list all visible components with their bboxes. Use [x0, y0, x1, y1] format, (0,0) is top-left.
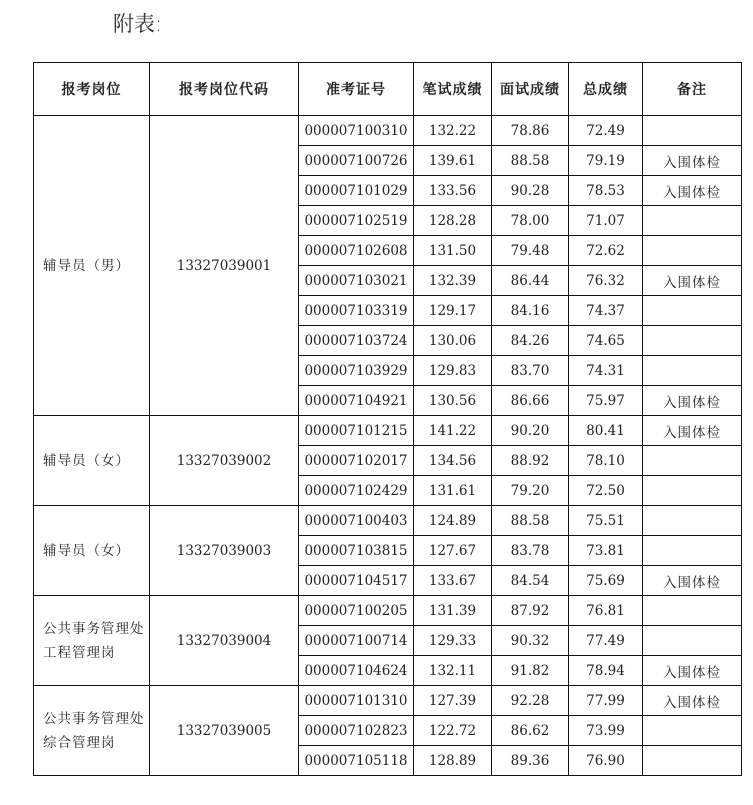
interview-score-cell: 90.20: [492, 416, 569, 446]
table-row: [34, 686, 742, 716]
remarks-cell: [643, 206, 742, 236]
interview-score-cell: 90.28: [492, 176, 569, 206]
total-score-cell: 73.99: [569, 716, 643, 746]
total-score-cell: 73.81: [569, 536, 643, 566]
written-score-cell: 131.50: [414, 236, 492, 266]
written-score-cell: 127.67: [414, 536, 492, 566]
total-score-cell: 75.51: [569, 506, 643, 536]
remarks-cell: 入围体检: [643, 266, 742, 296]
position-cell: 辅导员（女）: [34, 416, 150, 506]
remarks-cell: 入围体检: [643, 416, 742, 446]
total-score-cell: 71.07: [569, 206, 643, 236]
header-remarks: 备注: [643, 63, 742, 116]
position-code-cell: 13327039003: [150, 506, 299, 596]
interview-score-cell: 90.32: [492, 626, 569, 656]
ticket-number-cell: 000007102608: [299, 236, 414, 266]
total-score-cell: 75.97: [569, 386, 643, 416]
interview-score-cell: 86.62: [492, 716, 569, 746]
written-score-cell: 133.56: [414, 176, 492, 206]
written-score-cell: 132.22: [414, 116, 492, 146]
ticket-number-cell: 000007101310: [299, 686, 414, 716]
written-score-cell: 132.39: [414, 266, 492, 296]
remarks-cell: 入围体检: [643, 566, 742, 596]
total-score-cell: 74.65: [569, 326, 643, 356]
position-code-cell: 13327039002: [150, 416, 299, 506]
interview-score-cell: 92.28: [492, 686, 569, 716]
total-score-cell: 77.99: [569, 686, 643, 716]
written-score-cell: 131.39: [414, 596, 492, 626]
ticket-number-cell: 000007102429: [299, 476, 414, 506]
table-row: [34, 416, 742, 446]
ticket-number-cell: 000007102519: [299, 206, 414, 236]
total-score-cell: 79.19: [569, 146, 643, 176]
header-position-code: 报考岗位代码: [150, 63, 299, 116]
written-score-cell: 130.56: [414, 386, 492, 416]
ticket-number-cell: 000007102017: [299, 446, 414, 476]
interview-score-cell: 88.58: [492, 506, 569, 536]
total-score-cell: 74.37: [569, 296, 643, 326]
position-cell: 公共事务管理处工程管理岗: [34, 596, 150, 686]
interview-score-cell: 86.66: [492, 386, 569, 416]
written-score-cell: 134.56: [414, 446, 492, 476]
position-code-cell: 13327039001: [150, 116, 299, 416]
total-score-cell: 72.50: [569, 476, 643, 506]
position-cell: 辅导员（男）: [34, 116, 150, 416]
position-code-cell: 13327039005: [150, 686, 299, 776]
total-score-cell: 76.90: [569, 746, 643, 776]
ticket-number-cell: 000007100205: [299, 596, 414, 626]
interview-score-cell: 78.00: [492, 206, 569, 236]
ticket-number-cell: 000007103319: [299, 296, 414, 326]
remarks-cell: [643, 596, 742, 626]
remarks-cell: [643, 356, 742, 386]
ticket-number-cell: 000007104517: [299, 566, 414, 596]
written-score-cell: 132.11: [414, 656, 492, 686]
total-score-cell: 76.32: [569, 266, 643, 296]
total-score-cell: 77.49: [569, 626, 643, 656]
header-position: 报考岗位: [34, 63, 150, 116]
interview-score-cell: 78.86: [492, 116, 569, 146]
ticket-number-cell: 000007100403: [299, 506, 414, 536]
header-total-score: 总成绩: [569, 63, 643, 116]
ticket-number-cell: 000007100310: [299, 116, 414, 146]
interview-score-cell: 88.92: [492, 446, 569, 476]
table-row: [34, 506, 742, 536]
written-score-cell: 128.89: [414, 746, 492, 776]
written-score-cell: 127.39: [414, 686, 492, 716]
interview-score-cell: 89.36: [492, 746, 569, 776]
interview-score-cell: 91.82: [492, 656, 569, 686]
total-score-cell: 75.69: [569, 566, 643, 596]
ticket-number-cell: 000007103929: [299, 356, 414, 386]
written-score-cell: 129.17: [414, 296, 492, 326]
remarks-cell: [643, 326, 742, 356]
remarks-cell: [643, 446, 742, 476]
table-row: [34, 596, 742, 626]
position-cell: 辅导员（女）: [34, 506, 150, 596]
remarks-cell: 入围体检: [643, 146, 742, 176]
remarks-cell: [643, 506, 742, 536]
ticket-number-cell: 000007104921: [299, 386, 414, 416]
ticket-number-cell: 000007104624: [299, 656, 414, 686]
interview-score-cell: 84.54: [492, 566, 569, 596]
header-row: [34, 63, 742, 116]
written-score-cell: 139.61: [414, 146, 492, 176]
written-score-cell: 124.89: [414, 506, 492, 536]
written-score-cell: 133.67: [414, 566, 492, 596]
document-title: 附表:: [113, 12, 163, 36]
total-score-cell: 74.31: [569, 356, 643, 386]
written-score-cell: 131.61: [414, 476, 492, 506]
remarks-cell: 入围体检: [643, 386, 742, 416]
remarks-cell: [643, 716, 742, 746]
interview-score-cell: 83.78: [492, 536, 569, 566]
header-ticket-number: 准考证号: [299, 63, 414, 116]
interview-score-cell: 88.58: [492, 146, 569, 176]
total-score-cell: 78.10: [569, 446, 643, 476]
total-score-cell: 78.53: [569, 176, 643, 206]
total-score-cell: 78.94: [569, 656, 643, 686]
written-score-cell: 141.22: [414, 416, 492, 446]
total-score-cell: 76.81: [569, 596, 643, 626]
position-code-cell: 13327039004: [150, 596, 299, 686]
remarks-cell: [643, 536, 742, 566]
interview-score-cell: 84.16: [492, 296, 569, 326]
remarks-cell: [643, 236, 742, 266]
total-score-cell: 72.49: [569, 116, 643, 146]
interview-score-cell: 83.70: [492, 356, 569, 386]
total-score-cell: 72.62: [569, 236, 643, 266]
results-table: [33, 62, 742, 776]
remarks-cell: [643, 626, 742, 656]
remarks-cell: [643, 116, 742, 146]
ticket-number-cell: 000007100714: [299, 626, 414, 656]
total-score-cell: 80.41: [569, 416, 643, 446]
ticket-number-cell: 000007101215: [299, 416, 414, 446]
written-score-cell: 130.06: [414, 326, 492, 356]
ticket-number-cell: 000007101029: [299, 176, 414, 206]
interview-score-cell: 84.26: [492, 326, 569, 356]
ticket-number-cell: 000007103724: [299, 326, 414, 356]
ticket-number-cell: 000007100726: [299, 146, 414, 176]
ticket-number-cell: 000007102823: [299, 716, 414, 746]
ticket-number-cell: 000007105118: [299, 746, 414, 776]
interview-score-cell: 79.48: [492, 236, 569, 266]
ticket-number-cell: 000007103021: [299, 266, 414, 296]
interview-score-cell: 86.44: [492, 266, 569, 296]
written-score-cell: 129.83: [414, 356, 492, 386]
interview-score-cell: 87.92: [492, 596, 569, 626]
position-cell: 公共事务管理处综合管理岗: [34, 686, 150, 776]
written-score-cell: 128.28: [414, 206, 492, 236]
ticket-number-cell: 000007103815: [299, 536, 414, 566]
written-score-cell: 129.33: [414, 626, 492, 656]
table-row: [34, 116, 742, 146]
interview-score-cell: 79.20: [492, 476, 569, 506]
written-score-cell: 122.72: [414, 716, 492, 746]
remarks-cell: [643, 746, 742, 776]
remarks-cell: [643, 296, 742, 326]
remarks-cell: 入围体检: [643, 686, 742, 716]
remarks-cell: 入围体检: [643, 656, 742, 686]
remarks-cell: [643, 476, 742, 506]
header-written-score: 笔试成绩: [414, 63, 492, 116]
remarks-cell: 入围体检: [643, 176, 742, 206]
header-interview-score: 面试成绩: [492, 63, 569, 116]
